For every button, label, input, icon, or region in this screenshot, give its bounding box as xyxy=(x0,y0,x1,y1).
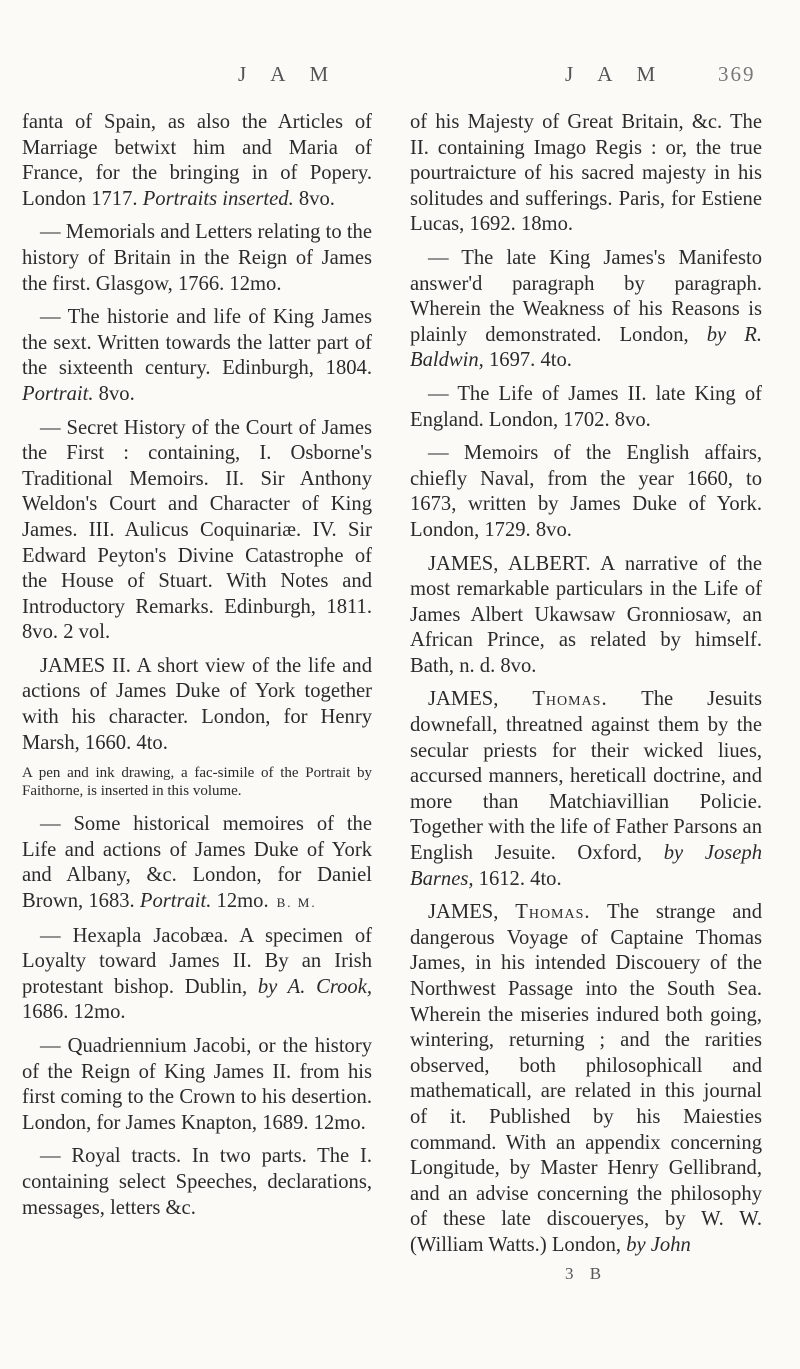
entry-james-ii-short-view: JAMES II. A short view of the life and actions of James Duke of York together with his character. London, for Henry Marsh, 1660. 4to. xyxy=(22,654,372,754)
entry-hexapla: — Hexapla Jacobæa. A specimen of Loyalty toward James II. By an Irish protestant bishop. Dublin, by A. Crook, 1686. 12mo. xyxy=(22,924,372,1024)
entry-strange-voyage: JAMES, Thomas. The strange and dangerous Voyage of Captaine Thomas James, in his intended Discouery of the Northwest Passage into the South Sea. Wherein the miseries indured both going, wintering, returning ; and the rarities observed, both philosophicall and mathematicall, are related in this journal of it. Published by his Maiesties command. With an appendix concerning Longitude, by Master Henry Gellibrand, and an advise concerning the philosophy of these late discoueryes, by W. W. (William Watts.) London, by John xyxy=(410,901,762,1256)
page-number: 369 xyxy=(718,62,756,86)
entry-quadriennium: — Quadriennium Jacobi, or the history of the Reign of King James II. from his first coming to the Crown to his desertion. London, for James Knapton, 1689. 12mo. xyxy=(22,1035,372,1134)
entry-historical-memoires: — Some historical memoires of the Life and actions of James Duke of York and Albany, &c. London, for Daniel Brown, 1683. Portrait. 12mo. B. M. xyxy=(22,813,372,913)
entry-manifesto: — The late King James's Manifesto answer'd paragraph by paragraph. Wherein the Weakness of his Reasons is plainly demonstrated. London, by R. Baldwin, 1697. 4to. xyxy=(410,246,762,372)
entry-continuation: of his Majesty of Great Britain, &c. The II. containing Imago Regis : or, the true pourtraicture of his sacred majesty in his solitudes and sufferings. Paris, for Estiene Lucas, 1692. 18mo. xyxy=(410,111,762,236)
left-column xyxy=(22,110,372,1229)
entry-continuation: fanta of Spain, as also the Articles of Marriage betwixt him and Maria of France, for the bringing in of Popery. London 1717. Portraits inserted. 8vo. xyxy=(22,111,372,210)
running-header xyxy=(0,62,800,92)
entry-historie-life: — The historie and life of King James the sext. Written towards the latter part of the sixteenth century. Edinburgh, 1804. Portrait. 8vo. xyxy=(22,306,372,405)
entry-royal-tracts: — Royal tracts. In two parts. The I. containing select Speeches, declarations, messages, letters &c. xyxy=(22,1145,372,1219)
right-running-head: J A M xyxy=(565,62,666,86)
entry-jesuits-downefall: JAMES, Thomas. The Jesuits downefall, threatned against them by the secular priests for their wicked liues, accursed manners, hereticall doctrine, and more than Matchiavillian Policie. Together with the life of Father Parsons an English Jesuite. Oxford, by Joseph Barnes, 1612. 4to. xyxy=(410,688,763,890)
entry-james-albert: JAMES, ALBERT. A narrative of the most remarkable particulars in the Life of James Albert Ukawsaw Gronniosaw, an African Prince, as related by himself. Bath, n. d. 8vo. xyxy=(410,552,762,677)
entry-life-james-ii: — The Life of James II. late King of England. London, 1702. 8vo. xyxy=(410,382,762,431)
entry-memorials-letters: — Memorials and Letters relating to the history of Britain in the Reign of James the first. Glasgow, 1766. 12mo. xyxy=(22,221,372,295)
left-running-head: J A M xyxy=(238,62,339,86)
entry-note: A pen and ink drawing, a fac-simile of the Portrait by Faithorne, is inserted in this volume. xyxy=(22,765,372,800)
entry-secret-history: — Secret History of the Court of James the First : containing, I. Osborne's Traditional Memoirs. II. Sir Anthony Weldon's Court and Character of King James. III. Aulicus Coquinariæ. IV. Sir Edward Peyton's Divine Catastrophe of the House of Stuart. With Notes and Introductory Remarks. Edinburgh, 1811. 8vo. 2 vol. xyxy=(22,416,372,644)
entry-memoirs-english-affairs: — Memoirs of the English affairs, chiefly Naval, from the year 1660, to 1673, written by James Duke of York. London, 1729. 8vo. xyxy=(410,442,762,541)
signature-mark: 3 B xyxy=(564,1263,608,1283)
right-column xyxy=(410,110,762,1283)
